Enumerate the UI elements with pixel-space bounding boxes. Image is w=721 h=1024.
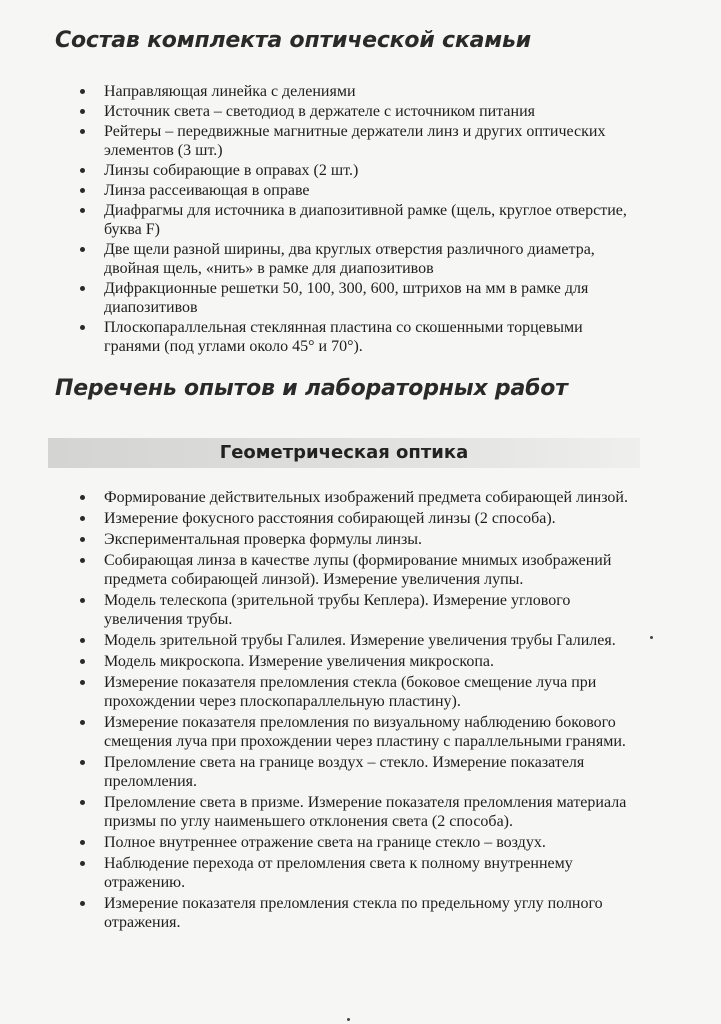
list-item: Измерение показателя преломления стекла по предельному углу полного отражения. xyxy=(0,894,636,932)
list-item: Полное внутреннее отражение света на границе стекло – воздух. xyxy=(0,833,636,852)
scan-speck xyxy=(347,1018,350,1021)
list-item: Собирающая линза в качестве лупы (формирование мнимых изображений предмета собирающей линзой). Измерение увеличения лупы. xyxy=(0,551,636,589)
list-item: Измерение фокусного расстояния собирающей линзы (2 способа). xyxy=(0,509,636,528)
list-item: Формирование действительных изображений предмета собирающей линзой. xyxy=(0,488,636,507)
list-item: Дифракционные решетки 50, 100, 300, 600, штрихов на мм в рамке для диапозитивов xyxy=(0,279,636,317)
list-item: Источник света – светодиод в держателе с источником питания xyxy=(0,102,636,121)
list-item: Измерение показателя преломления стекла (боковое смещение луча при прохождении через плоскопараллельную пластину). xyxy=(0,673,636,711)
list-item: Диафрагмы для источника в диапозитивной рамке (щель, круглое отверстие, буква F) xyxy=(0,201,636,239)
list-item: Модель микроскопа. Измерение увеличения микроскопа. xyxy=(0,652,636,671)
section-title: Геометрическая оптика xyxy=(219,442,469,463)
list-item: Линза рассеивающая в оправе xyxy=(0,181,636,200)
list-item: Плоскопараллельная стеклянная пластина со скошенными торцевыми гранями (под углами около 45° и 70°). xyxy=(0,318,636,356)
section-header-bar xyxy=(48,438,640,468)
list-item: Две щели разной ширины, два круглых отверстия различного диаметра, двойная щель, «нить» в рамке для диапозитивов xyxy=(0,240,636,278)
list-item: Рейтеры – передвижные магнитные держатели линз и других оптических элементов (3 шт.) xyxy=(0,122,636,160)
list-item: Преломление света на границе воздух – стекло. Измерение показателя преломления. xyxy=(0,753,636,791)
equipment-heading: Состав комплекта оптической скамьи xyxy=(55,28,531,53)
experiments-heading: Перечень опытов и лабораторных работ xyxy=(55,376,568,401)
scan-speck xyxy=(650,636,653,639)
list-item: Линзы собирающие в оправах (2 шт.) xyxy=(0,161,636,180)
list-item: Измерение показателя преломления по визуальному наблюдению бокового смещения луча при прохождении через пластину с параллельными гранями. xyxy=(0,713,636,751)
geometric-optics-list xyxy=(0,488,636,934)
list-item: Наблюдение перехода от преломления света к полному внутреннему отражению. xyxy=(0,854,636,892)
list-item: Преломление света в призме. Измерение показателя преломления материала призмы по углу наименьшего отклонения света (2 способа). xyxy=(0,793,636,831)
list-item: Направляющая линейка с делениями xyxy=(0,82,636,101)
list-item: Экспериментальная проверка формулы линзы. xyxy=(0,530,636,549)
list-item: Модель зрительной трубы Галилея. Измерение увеличения трубы Галилея. xyxy=(0,631,636,650)
equipment-list xyxy=(0,82,636,357)
list-item: Модель телескопа (зрительной трубы Кеплера). Измерение углового увеличения трубы. xyxy=(0,591,636,629)
